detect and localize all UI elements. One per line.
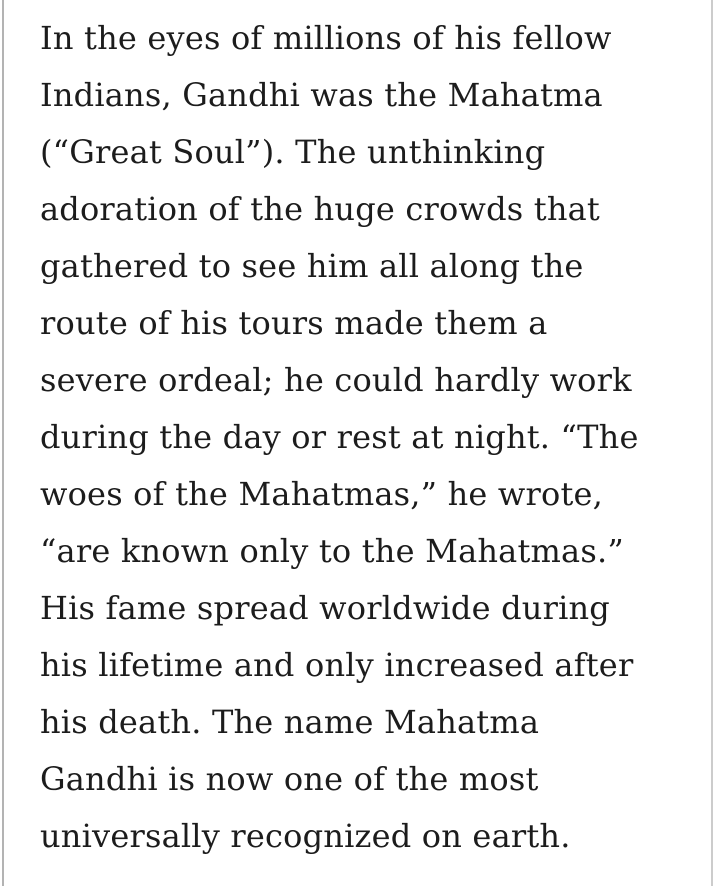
paragraph-line: his death. The name Mahatma bbox=[40, 703, 540, 741]
paragraph-line: during the day or rest at night. “The bbox=[40, 418, 639, 456]
paragraph-line: woes of the Mahatmas,” he wrote, bbox=[40, 475, 604, 513]
paragraph-line: Gandhi is now one of the most bbox=[40, 760, 539, 798]
paragraph-line: adoration of the huge crowds that bbox=[40, 190, 600, 228]
paragraph-line: “are known only to the Mahatmas.” bbox=[40, 532, 624, 570]
paragraph-line: His fame spread worldwide during bbox=[40, 589, 610, 627]
paragraph-line: his lifetime and only increased after bbox=[40, 646, 634, 684]
reading-pane bbox=[40, 10, 688, 865]
paragraph-line: severe ordeal; he could hardly work bbox=[40, 361, 632, 399]
paragraph-line: In the eyes of millions of his fellow bbox=[40, 19, 612, 57]
paragraph-line: Indians, Gandhi was the Mahatma bbox=[40, 76, 603, 114]
paragraph-line: gathered to see him all along the bbox=[40, 247, 584, 285]
content-right-border bbox=[711, 0, 713, 886]
paragraph-line: (“Great Soul”). The unthinking bbox=[40, 133, 546, 171]
paragraph-line: universally recognized on earth. bbox=[40, 817, 571, 855]
paragraph-line: route of his tours made them a bbox=[40, 304, 548, 342]
content-left-border bbox=[2, 0, 4, 886]
